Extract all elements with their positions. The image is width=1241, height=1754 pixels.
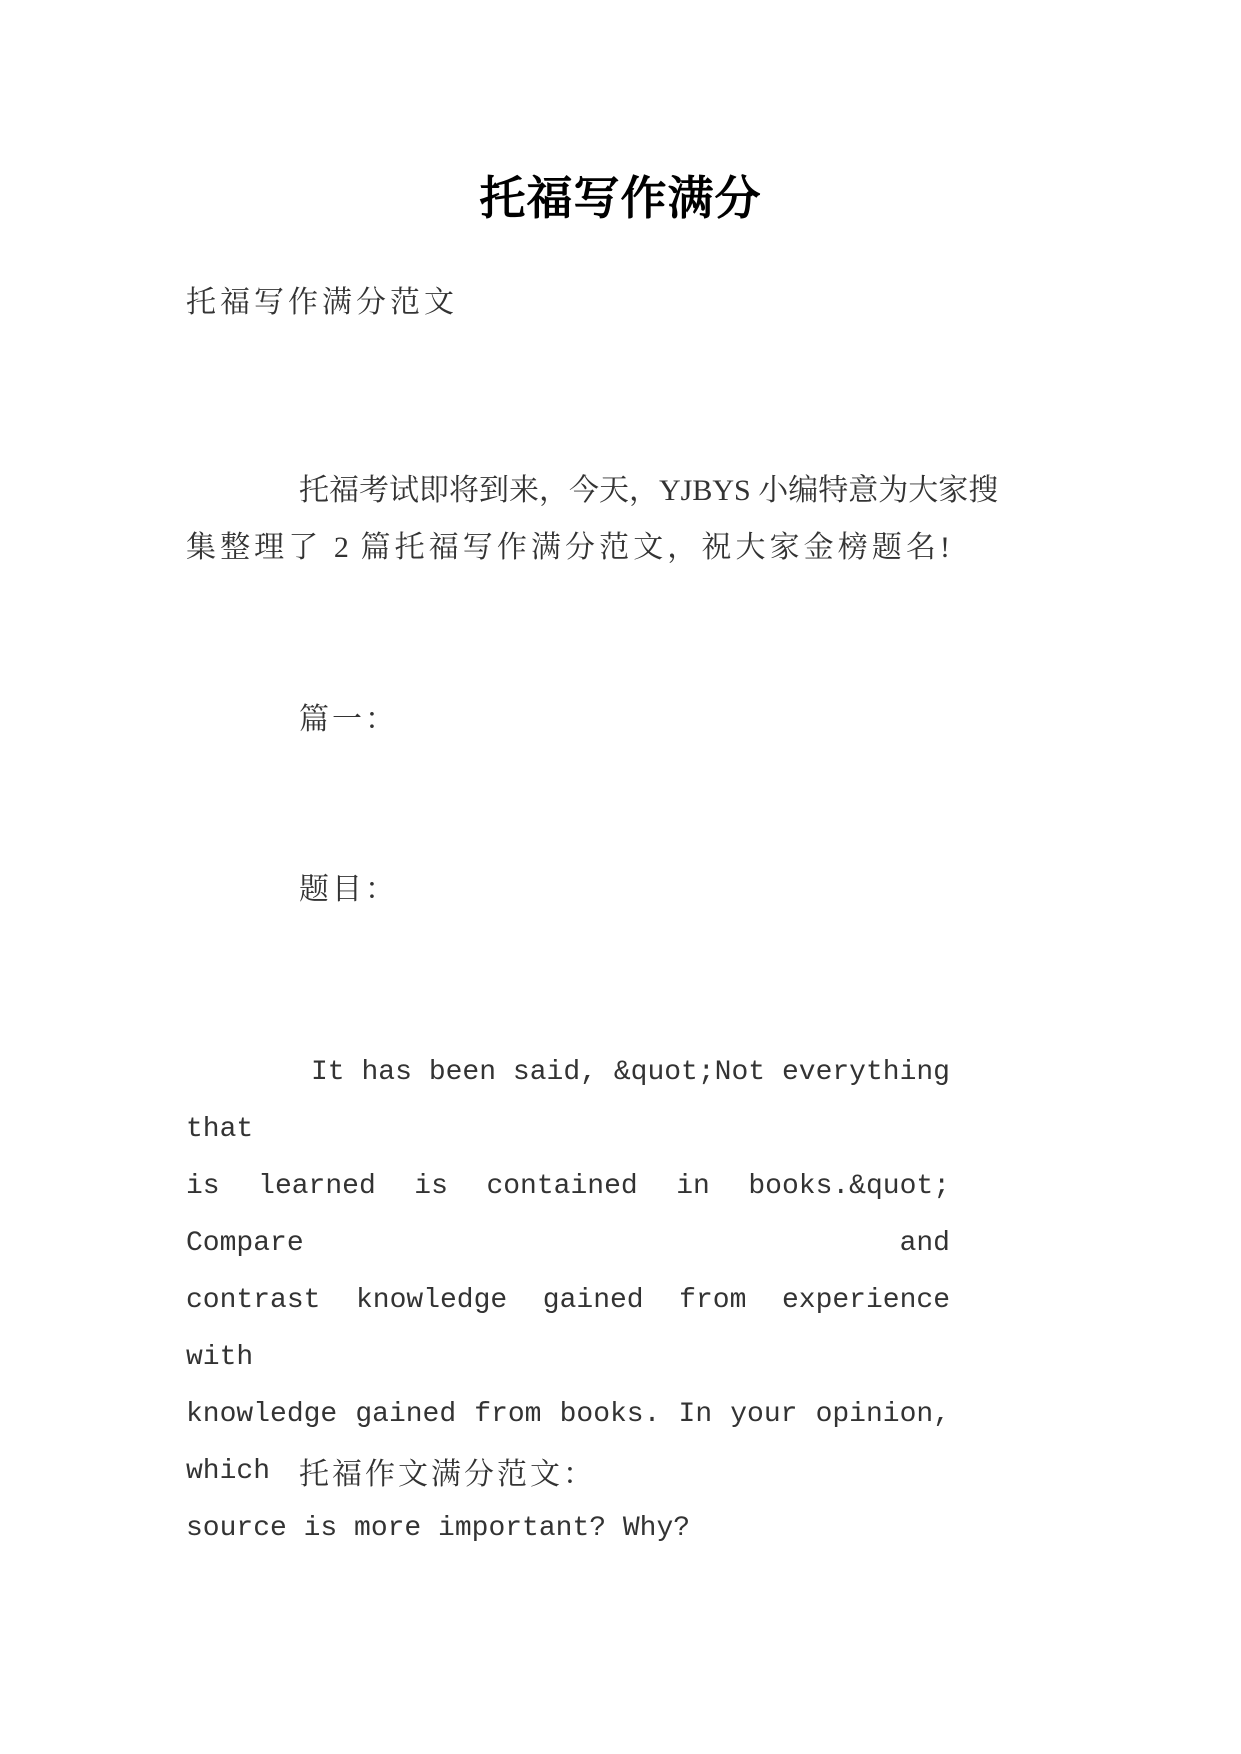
english-prompt-line-2: is learned is contained in books.&quot; Compare and [186, 1171, 950, 1259]
topic-label: 题目： [299, 873, 398, 906]
document-title: 托福写作满分 [479, 172, 762, 224]
intro-line-2: 集整理了 2 篇托福写作满分范文，祝大家金榜题名! [186, 531, 950, 564]
english-prompt-line-1: It has been said, &quot;Not everything that [186, 1057, 950, 1145]
section-one-label: 篇一： [299, 703, 398, 736]
intro-paragraph [186, 462, 999, 576]
english-prompt-line-4: knowledge gained from books. In your opinion, which [186, 1399, 950, 1487]
sample-essay-label: 托福作文满分范文： [299, 1458, 596, 1491]
english-prompt-line-3: contrast knowledge gained from experience with [186, 1285, 950, 1373]
intro-line-1: 托福考试即将到来，今天，YJBYS 小编特意为大家搜 [299, 474, 999, 507]
english-prompt-line-5: source is more important? Why? [186, 1513, 691, 1544]
document-subtitle: 托福写作满分范文 [186, 286, 458, 319]
